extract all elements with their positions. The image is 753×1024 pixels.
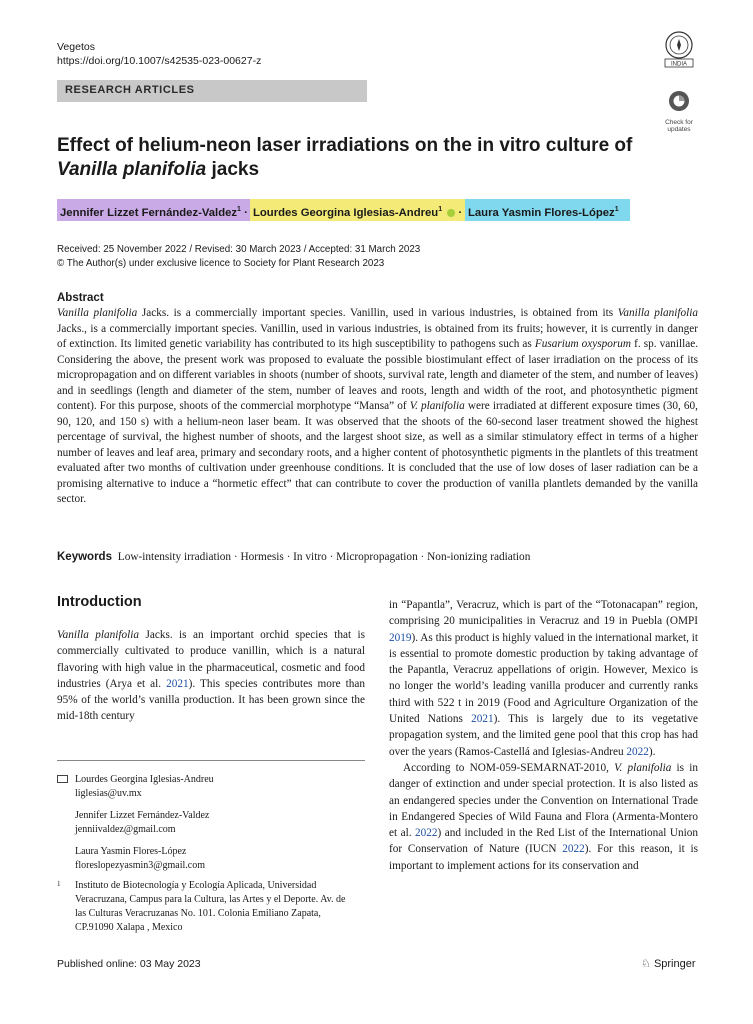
- coauthor-contact: Laura Yasmin Flores-López floreslopezyasmin3@gmail.com: [57, 845, 357, 873]
- article-dates: [57, 243, 420, 271]
- citation-link[interactable]: 2021: [471, 713, 494, 726]
- coauthor-contact: Jennifer Lizzet Fernández-Valdez jenniivaldez@gmail.com: [57, 809, 357, 837]
- affiliation-number: 1: [57, 880, 61, 888]
- citation-link[interactable]: 2021: [166, 677, 189, 690]
- publisher-logo: [641, 957, 696, 970]
- article-title: [57, 134, 657, 182]
- history-dates: Received: 25 November 2022 / Revised: 30 March 2023 / Accepted: 31 March 2023: [57, 244, 421, 255]
- introduction-heading: Introduction: [57, 594, 142, 610]
- published-date: Published online: 03 May 2023: [57, 958, 201, 970]
- author-1[interactable]: Jennifer Lizzet Fernández-Valdez$^1$ ·: [57, 199, 253, 221]
- keywords: [57, 551, 698, 563]
- check-for-updates-button[interactable]: [659, 90, 699, 133]
- affiliation: [57, 879, 357, 935]
- correspondence-block: [57, 773, 357, 881]
- seal-label: INDIA: [670, 61, 688, 68]
- citation-link[interactable]: 2022: [415, 827, 438, 840]
- section-label: RESEARCH ARTICLES: [65, 84, 195, 96]
- doi-link[interactable]: https://doi.org/10.1007/s42535-023-00627-z: [57, 55, 262, 67]
- title-part2: jacks: [206, 159, 260, 180]
- envelope-icon: [57, 775, 68, 783]
- footnote-divider: [57, 760, 365, 761]
- affiliation-text: Instituto de Biotecnología y Ecología Aplicada, Universidad Veracruzana, Campus para la Cultura, las Artes y el Deporte. Av. de las Culturas Veracruzanas No. 101. Colonia Emiliano Zapata, CP.91090 Xalapa , Mexico: [75, 880, 346, 933]
- copyright-line: © The Author(s) under exclusive licence to Society for Plant Research 2023: [57, 258, 385, 269]
- keywords-label: Keywords: [57, 551, 112, 563]
- abstract-body: Vanilla planifolia Jacks. is a commercially important species. Vanillin, used in various industries, is obtained from its Vanilla planifolia Jacks., is a commercially important species. Vanillin, used in various industries, is obtained from its fruits; however, it is currently in danger of extinction. Its limited genetic variability has contributed to its high susceptibility to pathogens such as Fusarium oxysporum f. sp. vanillae. Considering the above, the present work was proposed to evaluate the possible biostimulant effect of laser irradiation on the process of its micropropagation and on different variables in shoots (number of shoots, survival rate, length and diameter of the stem, and number of leaves) and in seedlings (length and diameter of the stem, number of leaves and roots, length and width of the root, and photosynthetic pigment content). For this purpose, shoots of the commercial morphotype “Mansa” of V. planifolia were irradiated at different exposure times (30, 60, 90, 120, and 150 s) with a helium-neon laser beam. It was observed that the shoots of the 60-second laser treatment showed the highest percentage of survival, the highest number of shoots, and the largest shoot size, as well as a similar stimulatory effect in terms of a higher number of leaves and leaf area, primary and secondary roots, and a higher content of photosynthetic pigments in the plantlets of this treatment evaluated after two months of cultivation under greenhouse conditions. It is concluded that the use of low doses of laser radiation can be a promising alternative to induce a “hormetic effect” that can contribute to cover the production of vanilla plantlets demanded by the vanilla sector.: [57, 307, 699, 505]
- email-link[interactable]: liglesias@uv.mx: [75, 788, 142, 799]
- citation-link[interactable]: 2022: [562, 843, 585, 856]
- journal-info: [57, 40, 261, 68]
- check-updates-line2: updates: [667, 126, 691, 133]
- intro-right-column: in “Papantla”, Veracruz, which is part of the “Totonacapan” region, comprising 20 municipalities in Veracruz and 19 in Puebla (OMPI 2019). As this product is highly valued in the international market, it is essential to promote domestic production by taking advantage of the Papantla, Veracruz appellations of origin. However, Mexico is no longer the world’s leading vanilla producer and currently ranks third with 522 t in 2019 (Food and Agriculture Organization of the United Nations 2021). This is largely due to its vegetative propagation system, and the limited gene pool that this crop has had over the years (Ramos-Castellá and Iglesias-Andreu 2022). According to NOM-059-SEMARNAT-2010, V. planifolia is in danger of extinction and under special protection. It is also listed as an endangered species under the Convention on International Trade in Endangered Species of Wild Fauna and Flora (Armenta-Montero et al. 2022) and included in the Red List of the International Union for Conservation of Nature (IUCN 2022). For this reason, it is important to implement actions for its conservation and: [389, 599, 698, 872]
- check-updates-line1: Check for: [665, 119, 693, 126]
- title-part1: Effect of helium-neon laser irradiations on the in vitro culture of: [57, 135, 633, 156]
- publisher-name: Springer: [653, 958, 696, 970]
- check-updates-icon: [659, 90, 699, 112]
- corresponding-author: Lourdes Georgina Iglesias-Andreu liglesias@uv.mx: [57, 773, 357, 801]
- springer-horse-icon: ♘: [641, 958, 651, 970]
- author-list: [57, 199, 627, 221]
- society-seal-icon: [661, 30, 697, 68]
- orcid-icon[interactable]: [447, 209, 455, 217]
- section-label-bar: [57, 80, 367, 102]
- author-3[interactable]: Laura Yasmin Flores-López$^1$: [465, 199, 630, 221]
- intro-left-column: Vanilla planifolia Jacks. is an important orchid species that is commercially cultivated to produce vanillin, which is a natural flavoring with high value in the pharmaceutical, cosmetic and food industries (Arya et al. 2021). This species contributes more than 95% of the world’s vanilla production. It has been grown since the mid-18th century: [57, 629, 365, 723]
- email-link[interactable]: floreslopezyasmin3@gmail.com: [75, 860, 206, 871]
- email-link[interactable]: jenniivaldez@gmail.com: [75, 824, 176, 835]
- title-italic: Vanilla planifolia: [57, 159, 207, 180]
- citation-link[interactable]: 2022: [626, 745, 649, 758]
- abstract-heading: Abstract: [57, 292, 104, 304]
- keywords-list: Low-intensity irradiation · Hormesis · In vitro · Micropropagation · Non-ionizing radiation: [117, 551, 531, 563]
- journal-name: Vegetos: [57, 41, 95, 53]
- citation-link[interactable]: 2019: [389, 631, 412, 644]
- author-2[interactable]: Lourdes Georgina Iglesias-Andreu$^1$ ·: [250, 199, 468, 221]
